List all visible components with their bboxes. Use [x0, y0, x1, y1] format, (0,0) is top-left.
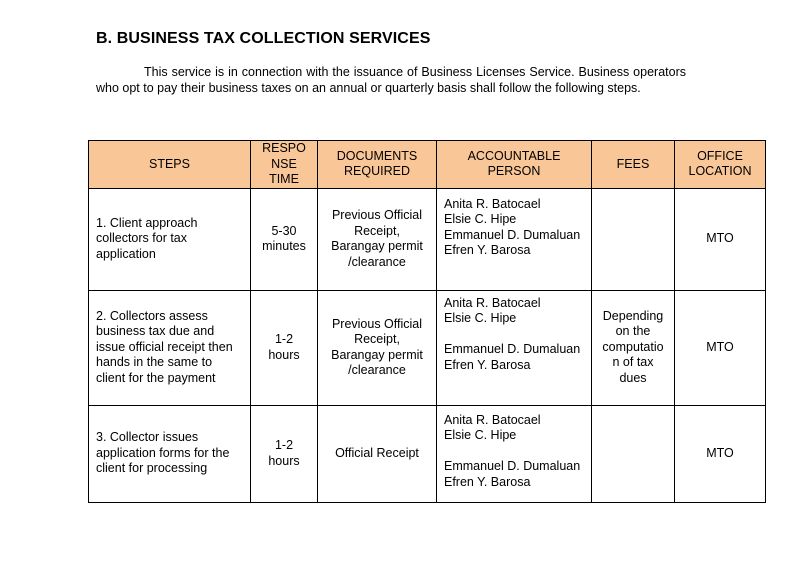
service-steps-table — [88, 140, 766, 503]
table-row — [89, 290, 766, 405]
response-time-cell: 1-2 hours — [251, 405, 318, 502]
accountable-person-cell: Anita R. Batocael Elsie C. Hipe Emmanuel D. Dumaluan Efren Y. Barosa — [437, 188, 592, 290]
header-response-time: RESPO NSE TIME — [251, 141, 318, 189]
accountable-person-cell: Anita R. Batocael Elsie C. Hipe Emmanuel D. Dumaluan Efren Y. Barosa — [437, 405, 592, 502]
office-location-cell: MTO — [675, 405, 766, 502]
office-location-cell: MTO — [675, 188, 766, 290]
step-cell: 1. Client approach collectors for tax application — [89, 188, 251, 290]
step-cell: 2. Collectors assess business tax due and issue official receipt then hands in the same to client for the payment — [89, 290, 251, 405]
documents-cell: Previous Official Receipt, Barangay permit /clearance — [318, 188, 437, 290]
header-documents: DOCUMENTS REQUIRED — [318, 141, 437, 189]
header-fees: FEES — [592, 141, 675, 189]
table-header-row — [89, 141, 766, 189]
fees-cell — [592, 405, 675, 502]
table-row — [89, 188, 766, 290]
fees-cell — [592, 188, 675, 290]
documents-cell: Official Receipt — [318, 405, 437, 502]
step-cell: 3. Collector issues application forms for the client for processing — [89, 405, 251, 502]
fees-cell: Depending on the computatio n of tax dues — [592, 290, 675, 405]
intro-paragraph: This service is in connection with the issuance of Business Licenses Service. Business operators who opt to pay their business taxes on an annual or quarterly basis shall follow the following steps. — [96, 65, 686, 95]
section-heading: B. BUSINESS TAX COLLECTION SERVICES — [96, 30, 431, 47]
documents-cell: Previous Official Receipt, Barangay permit /clearance — [318, 290, 437, 405]
office-location-cell: MTO — [675, 290, 766, 405]
header-steps: STEPS — [89, 141, 251, 189]
response-time-cell: 5-30 minutes — [251, 188, 318, 290]
header-accountable-person: ACCOUNTABLE PERSON — [437, 141, 592, 189]
header-office-location: OFFICE LOCATION — [675, 141, 766, 189]
accountable-person-cell: Anita R. Batocael Elsie C. Hipe Emmanuel D. Dumaluan Efren Y. Barosa — [437, 290, 592, 405]
table-row — [89, 405, 766, 502]
response-time-cell: 1-2 hours — [251, 290, 318, 405]
